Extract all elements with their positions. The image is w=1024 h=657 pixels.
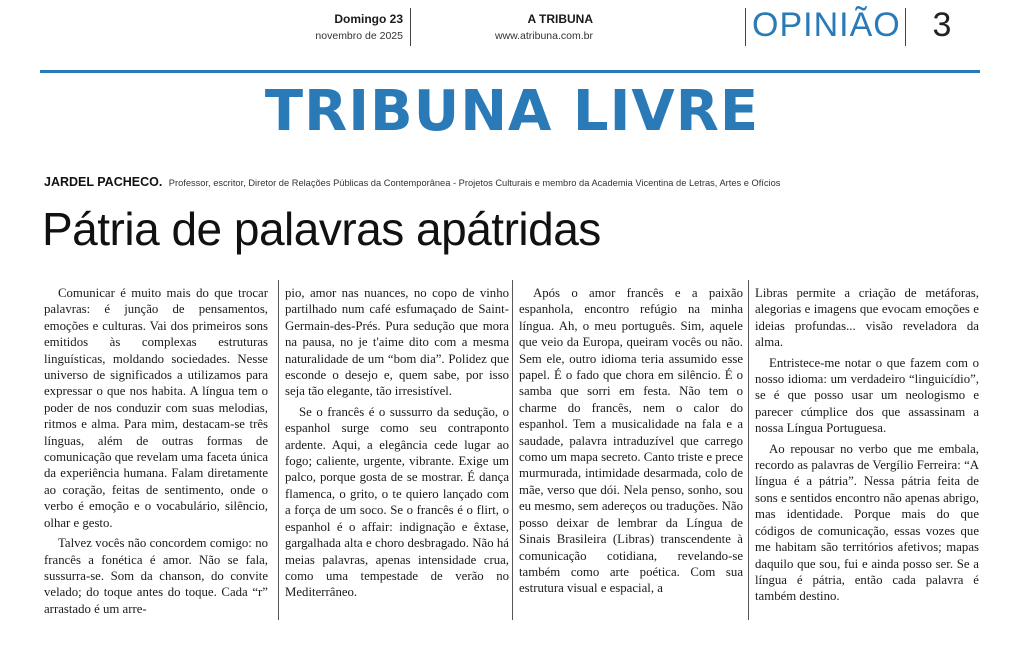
paragraph: pio, amor nas nuances, no copo de vinho partilhado num café esfumaçado de Saint-Germain-des-Prés. Pura sedução que mora na pausa, no je t'aime dito com a mesma naturalidade de um “bom dia”. Polidez que esconde o desejo e, quem sabe, por isso seja tão elegante, tão irresistível. [285, 286, 509, 399]
paragraph: Libras permite a criação de metáforas, alegorias e imagens que evocam emoções e ideias profundas... visão reveladora da alma. [755, 286, 979, 350]
edition-month: novembro de 2025 [315, 30, 403, 42]
paragraph: Entristece-me notar o que fazem com o nosso idioma: um verdadeiro “linguicídio”, se é que posso usar um neologismo e parecer cúmplice dos que assassinam a nossa Língua Portuguesa. [755, 355, 979, 436]
article-column-1 [44, 285, 268, 617]
author-name: JARDEL PACHECO. [44, 175, 163, 189]
article-column-2 [285, 285, 509, 601]
article-column-4 [755, 285, 979, 605]
header-divider [745, 8, 746, 46]
column-divider [748, 280, 749, 620]
paragraph: Comunicar é muito mais do que trocar palavras: é junção de pensamentos, emoções e culturas. Vai dos primeiros sons emitidos às complexas estruturas linguísticas, moldando sociedades. Nesse universo de significados a utilizamos para expressar o que nos habita. A língua tem o poder de nos conduzir com suas melodias, ritmos e alma. Para mim, destacam-se três línguas, além de outras formas de comunicação que revelam uma faceta única da experiência humana. Falam diretamente ao coração, feitas de sentimento, onde o verbo é emoção e o vocabulário, silêncio, olhar e gesto. [44, 286, 268, 530]
author-bio: Professor, escritor, Diretor de Relações Públicas da Contemporânea - Projetos Culturais e membro da Academia Vicentina de Letras, Artes e Ofícios [168, 178, 781, 188]
paragraph: Se o francês é o sussurro da sedução, o espanhol surge como seu contraponto ardente. Aqui, a elegância cede lugar ao fogo; caliente, urgente, vibrante. Exige um palco, porque gosta de se mostrar. É dança flamenca, o grito, o te quiero lançado com a força de um soco. Se o francês é o flirt, o espanhol é o affair: indignação e êxtase, gargalhada alta e choro desbragado. Não há meias palavras, apenas intensidade crua, como uma tempestade de verão no Mediterrâneo. [285, 404, 509, 600]
byline [44, 173, 984, 191]
header-divider [905, 8, 906, 46]
publication-name: A TRIBUNA [527, 12, 593, 26]
column-divider [278, 280, 279, 620]
header-divider [410, 8, 411, 46]
article-column-3 [519, 285, 743, 597]
edition-day: Domingo 23 [334, 12, 403, 26]
paragraph: Após o amor francês e a paixão espanhola, encontro refúgio na minha língua. Ah, o meu português. Sim, aquele que veio da Europa, queiram vocês ou não. Sem ele, outro idioma teria assumido esse papel. É o fado que chora em silêncio. É o samba que sorri em festa. Não tem o charme do francês, nem o calor do espanhol. Tem a musicalidade na fala e a saudade, palavra intraduzível que carrego como um mapa secreto. Canto triste e prece murmurada, intimidade desarmada, colo de mãe, verso que dói. Nela penso, sonho, sou eu mesmo, sem adereços ou traduções. Não posso deixar de lembrar da Língua de Sinais Brasileira (Libras) transcendente à comunicação cotidiana, revelando-se também como arte poética. Com sua estrutura visual e espacial, a [519, 286, 743, 596]
paragraph: Ao repousar no verbo que me embala, recordo as palavras de Vergílio Ferreira: “A língua é a pátria”. Nessa pátria feita de sons e sentidos encontro não apenas abrigo, mas identidade. Porque mais do que códigos de comunicação, essas vozes que me habitam são territórios afetivos; mapas daquilo que sou, fui e ainda posso ser. Se a língua é pátria, então cada palavra é também destino. [755, 441, 979, 604]
publication-url: www.atribuna.com.br [494, 30, 593, 42]
article-headline: Pátria de palavras apátridas [42, 203, 601, 255]
paragraph: Talvez vocês não concordem comigo: no francês a fonética é amor. Não se fala, sussurra-se. Som da chanson, do convite velado; do toque antes do toque. Cada “r” arrastado é um arre- [44, 536, 268, 616]
page-number: 3 [932, 6, 952, 44]
header-rule [40, 70, 980, 73]
section-title: TRIBUNA LIVRE [264, 79, 760, 144]
section-label: OPINIÃO [752, 6, 901, 44]
column-divider [512, 280, 513, 620]
